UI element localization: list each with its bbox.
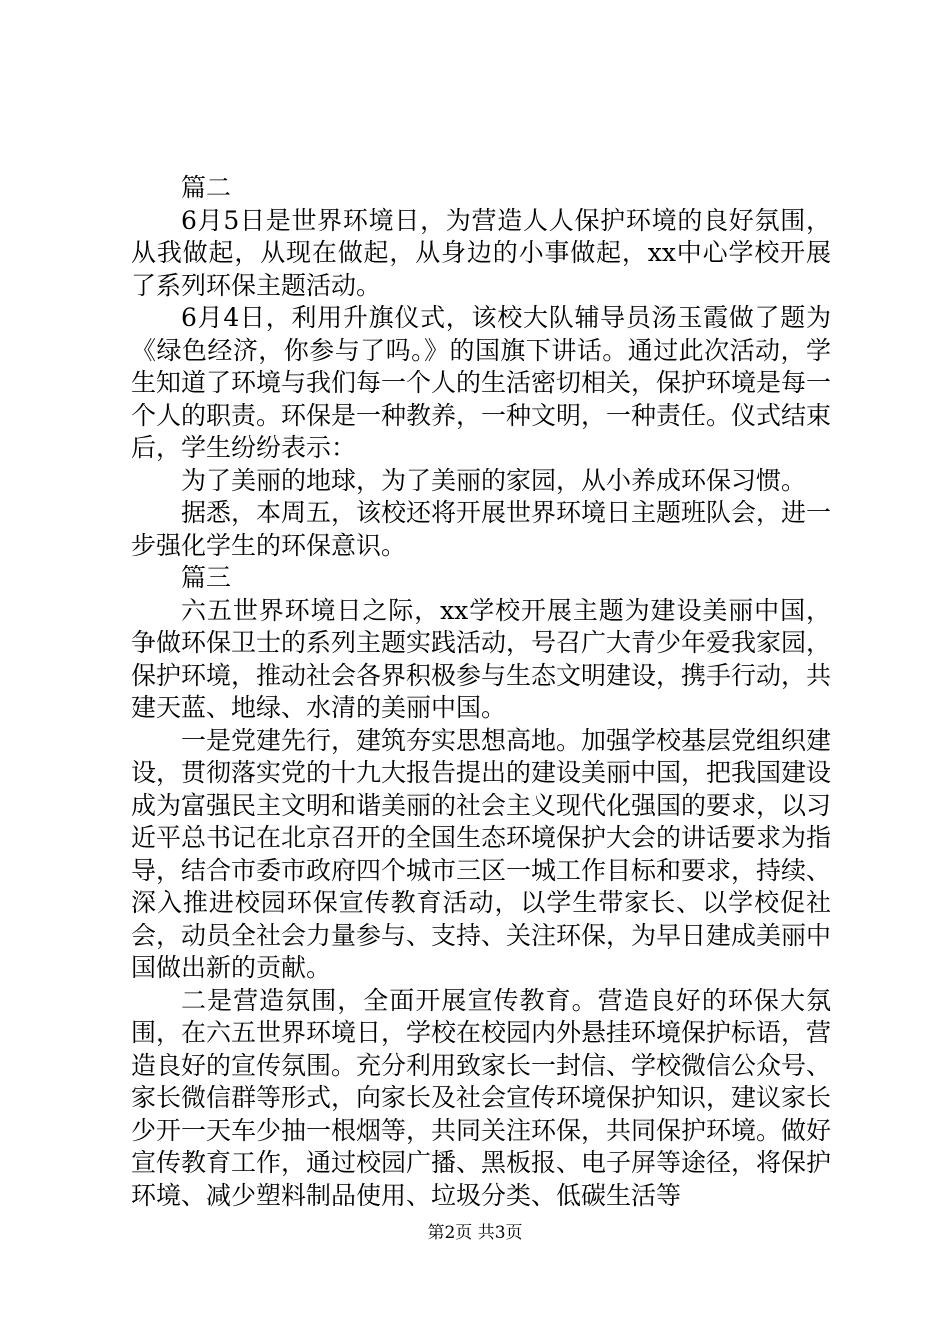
- document-body: [131, 172, 831, 1212]
- page-footer: [0, 1222, 950, 1244]
- paragraph: 二是营造氛围，全面开展宣传教育。营造良好的环保大氛围，在六五世界环境日，学校在校园内外悬挂环境保护标语，营造良好的宣传氛围。充分利用致家长一封信、学校微信公众号、家长微信群等形式，向家长及社会宣传环境保护知识，建议家长少开一天车少抽一根烟等，共同关注环保，共同保护环境。做好宣传教育工作，通过校园广播、黑板报、电子屏等途径，将保护环境、减少塑料制品使用、垃圾分类、低碳生活等: [131, 985, 832, 1210]
- paragraph: 6月5日是世界环境日，为营造人人保护环境的良好氛围，从我做起，从现在做起，从身边的小事做起，xx中心学校开展了系列环保主题活动。: [131, 205, 831, 300]
- page-number: 第2页 共3页: [427, 1223, 523, 1243]
- section-heading-pian-san: 篇三: [181, 563, 232, 592]
- paragraph: 据悉，本周五，该校还将开展世界环境日主题班队会，进一步强化学生的环保意识。: [131, 498, 832, 560]
- section-heading-pian-er: 篇二: [181, 173, 232, 202]
- paragraph: 为了美丽的地球，为了美丽的家园，从小养成环保习惯。: [181, 465, 807, 495]
- paragraph: 六五世界环境日之际，xx学校开展主题为建设美丽中国，争做环保卫士的系列主题实践活动，号召广大青少年爱我家园，保护环境，推动社会各界积极参与生态文明建设，携手行动，共建天蓝、地绿、水清的美丽中国。: [131, 595, 832, 722]
- paragraph: 6月4日，利用升旗仪式，该校大队辅导员汤玉霞做了题为《绿色经济，你参与了吗。》的国旗下讲话。通过此次活动，学生知道了环境与我们每一个人的生活密切相关，保护环境是每一个人的职责。环保是一种教养，一种文明，一种责任。仪式结束后，学生纷纷表示：: [131, 303, 832, 462]
- paragraph: 一是党建先行，建筑夯实思想高地。加强学校基层党组织建设，贯彻落实党的十九大报告提出的建设美丽中国，把我国建设成为富强民主文明和谐美丽的社会主义现代化强国的要求，以习近平总书记在北京召开的全国生态环境保护大会的讲话要求为指导，结合市委市政府四个城市三区一城工作目标和要求，持续、深入推进校园环保宣传教育活动，以学生带家长、以学校促社会，动员全社会力量参与、支持、关注环保，为早日建成美丽中国做出新的贡献。: [131, 725, 832, 982]
